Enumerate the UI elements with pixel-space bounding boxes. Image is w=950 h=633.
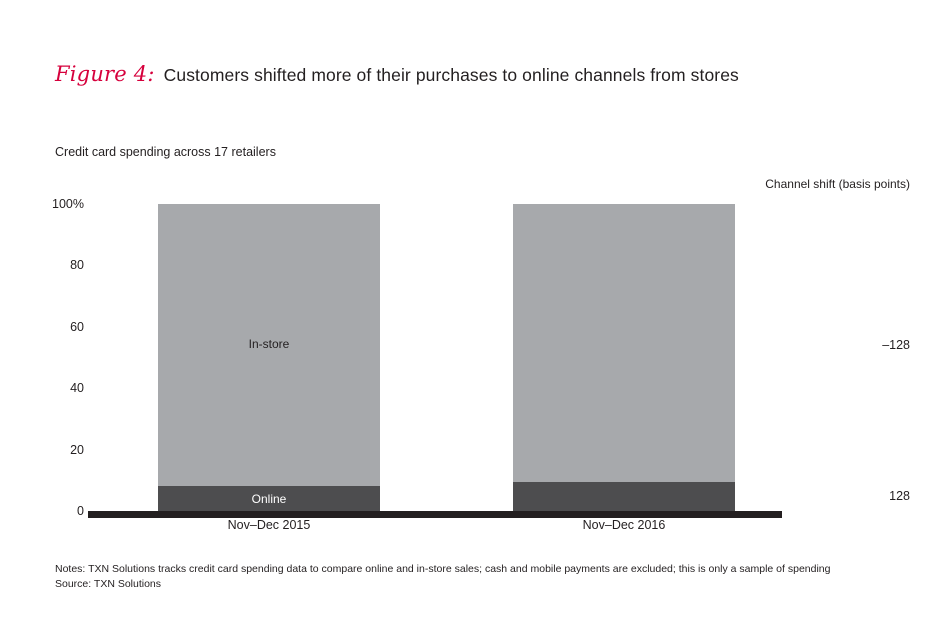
channel-shift-in-store-value: –128 bbox=[882, 338, 910, 352]
channel-shift-online-value: 128 bbox=[889, 489, 910, 503]
y-axis-tick: 20 bbox=[70, 442, 84, 457]
bar-nov-dec-2016[interactable] bbox=[513, 204, 735, 511]
figure-title-row bbox=[55, 62, 739, 86]
chart-subtitle: Credit card spending across 17 retailers bbox=[55, 145, 276, 159]
channel-shift-header: Channel shift (basis points) bbox=[765, 177, 910, 191]
notes-line: Notes: TXN Solutions tracks credit card spending data to compare online and in-store sales; cash and mobile payments are excluded; this is only a sample of spending bbox=[55, 563, 831, 575]
page-title: Customers shifted more of their purchases to online channels from stores bbox=[163, 65, 739, 85]
y-axis-tick: 80 bbox=[70, 258, 84, 273]
bar-nov-dec-2015[interactable] bbox=[158, 204, 380, 511]
y-axis-tick: 0 bbox=[77, 504, 84, 518]
y-axis-tick: 40 bbox=[70, 381, 84, 396]
x-axis-baseline bbox=[88, 511, 782, 518]
x-axis-label-2015: Nov–Dec 2015 bbox=[227, 518, 311, 532]
footnotes bbox=[55, 562, 830, 592]
in-store-label: In-store bbox=[248, 337, 290, 351]
plot-area bbox=[52, 197, 782, 518]
y-axis-tick: 60 bbox=[70, 319, 84, 334]
x-axis-label-2016: Nov–Dec 2016 bbox=[582, 518, 666, 532]
bar-segment-in-store[interactable] bbox=[513, 204, 735, 482]
source-line: Source: TXN Solutions bbox=[55, 578, 162, 591]
y-axis-tick: 100% bbox=[52, 197, 84, 211]
figure-number-label: Figure 4: bbox=[55, 62, 155, 86]
online-label: Online bbox=[251, 492, 287, 506]
bar-segment-online[interactable] bbox=[513, 482, 735, 511]
